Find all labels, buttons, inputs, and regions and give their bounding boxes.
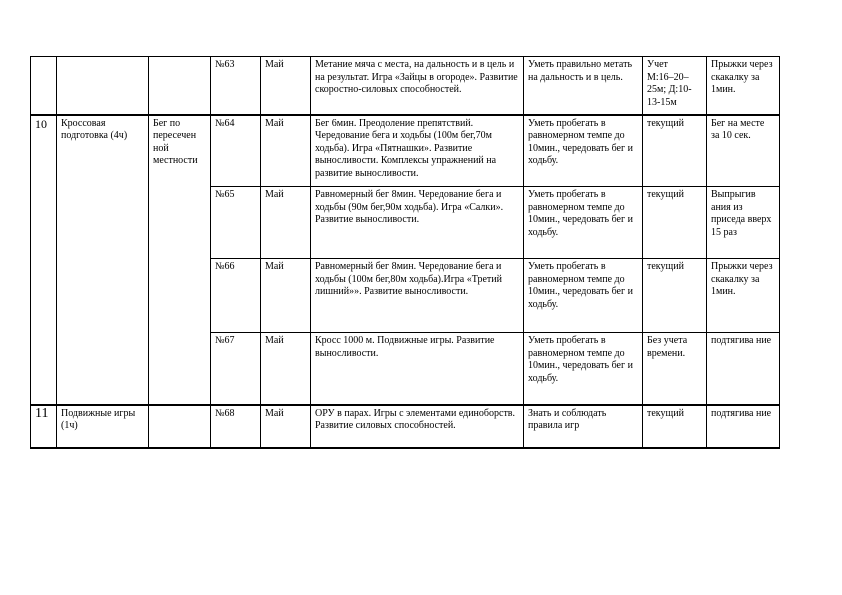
month-cell: Май xyxy=(261,333,311,405)
month-cell: Май xyxy=(261,259,311,333)
homework-cell: подтягива ние xyxy=(707,333,780,405)
lesson-number-cell: №67 xyxy=(211,333,261,405)
control-cell: текущий xyxy=(643,259,707,333)
lesson-number-cell: №63 xyxy=(211,57,261,115)
lesson-number-cell: №68 xyxy=(211,405,261,448)
control-cell: текущий xyxy=(643,115,707,187)
theme-cell xyxy=(149,405,211,448)
lesson-number-cell: №65 xyxy=(211,187,261,259)
month-cell: Май xyxy=(261,405,311,448)
homework-cell: подтягива ние xyxy=(707,405,780,448)
control-cell: Без учета времени. xyxy=(643,333,707,405)
outcome-cell: Уметь правильно метать на дальность и в цель. xyxy=(524,57,643,115)
content-cell: Метание мяча с места, на дальность и в цель и на результат. Игра «Зайцы в огороде». Развитие скоростно-силовых способностей. xyxy=(311,57,524,115)
control-cell: Учет М:16–20–25м; Д:10-13-15м xyxy=(643,57,707,115)
theme-cell xyxy=(149,57,211,115)
theme-cell: Бег по пересечен ной местности xyxy=(149,115,211,405)
outcome-cell: Уметь пробегать в равномерном темпе до 10мин., чередовать бег и ходьбу. xyxy=(524,333,643,405)
row-number-cell: 10 xyxy=(31,115,57,405)
table-row xyxy=(31,405,780,448)
outcome-cell: Уметь пробегать в равномерном темпе до 10мин., чередовать бег и ходьбу. xyxy=(524,115,643,187)
row-number-cell xyxy=(31,57,57,115)
control-cell: текущий xyxy=(643,405,707,448)
homework-cell: Прыжки через скакалку за 1мин. xyxy=(707,57,780,115)
section-cell: Подвижные игры (1ч) xyxy=(57,405,149,448)
homework-cell: Бег на месте за 10 сек. xyxy=(707,115,780,187)
lesson-number-cell: №66 xyxy=(211,259,261,333)
row-number-cell: 11 xyxy=(31,405,57,448)
lesson-plan-table xyxy=(30,56,780,449)
section-cell: Кроссовая подготовка (4ч) xyxy=(57,115,149,405)
month-cell: Май xyxy=(261,57,311,115)
section-cell xyxy=(57,57,149,115)
lesson-number-cell: №64 xyxy=(211,115,261,187)
outcome-cell: Знать и соблюдать правила игр xyxy=(524,405,643,448)
content-cell: Кросс 1000 м. Подвижные игры. Развитие выносливости. xyxy=(311,333,524,405)
month-cell: Май xyxy=(261,115,311,187)
table-row xyxy=(31,57,780,115)
table-row xyxy=(31,115,780,187)
outcome-cell: Уметь пробегать в равномерном темпе до 10мин., чередовать бег и ходьбу. xyxy=(524,187,643,259)
month-cell: Май xyxy=(261,187,311,259)
content-cell: ОРУ в парах. Игры с элементами единоборств. Развитие силовых способностей. xyxy=(311,405,524,448)
content-cell: Бег 6мин. Преодоление препятствий. Чередование бега и ходьбы (100м бег,70м ходьба). Игра «Пятнашки». Развитие выносливости. Комплексы упражнений на развитие выносливости. xyxy=(311,115,524,187)
homework-cell: Выпрыгив ания из приседа вверх 15 раз xyxy=(707,187,780,259)
content-cell: Равномерный бег 8мин. Чередование бега и ходьбы (90м бег,90м ходьба). Игра «Салки». Развитие выносливости. xyxy=(311,187,524,259)
control-cell: текущий xyxy=(643,187,707,259)
homework-cell: Прыжки через скакалку за 1мин. xyxy=(707,259,780,333)
outcome-cell: Уметь пробегать в равномерном темпе до 10мин., чередовать бег и ходьбу. xyxy=(524,259,643,333)
content-cell: Равномерный бег 8мин. Чередование бега и ходьбы (100м бег,80м ходьба).Игра «Третий лишний»». Развитие выносливости. xyxy=(311,259,524,333)
